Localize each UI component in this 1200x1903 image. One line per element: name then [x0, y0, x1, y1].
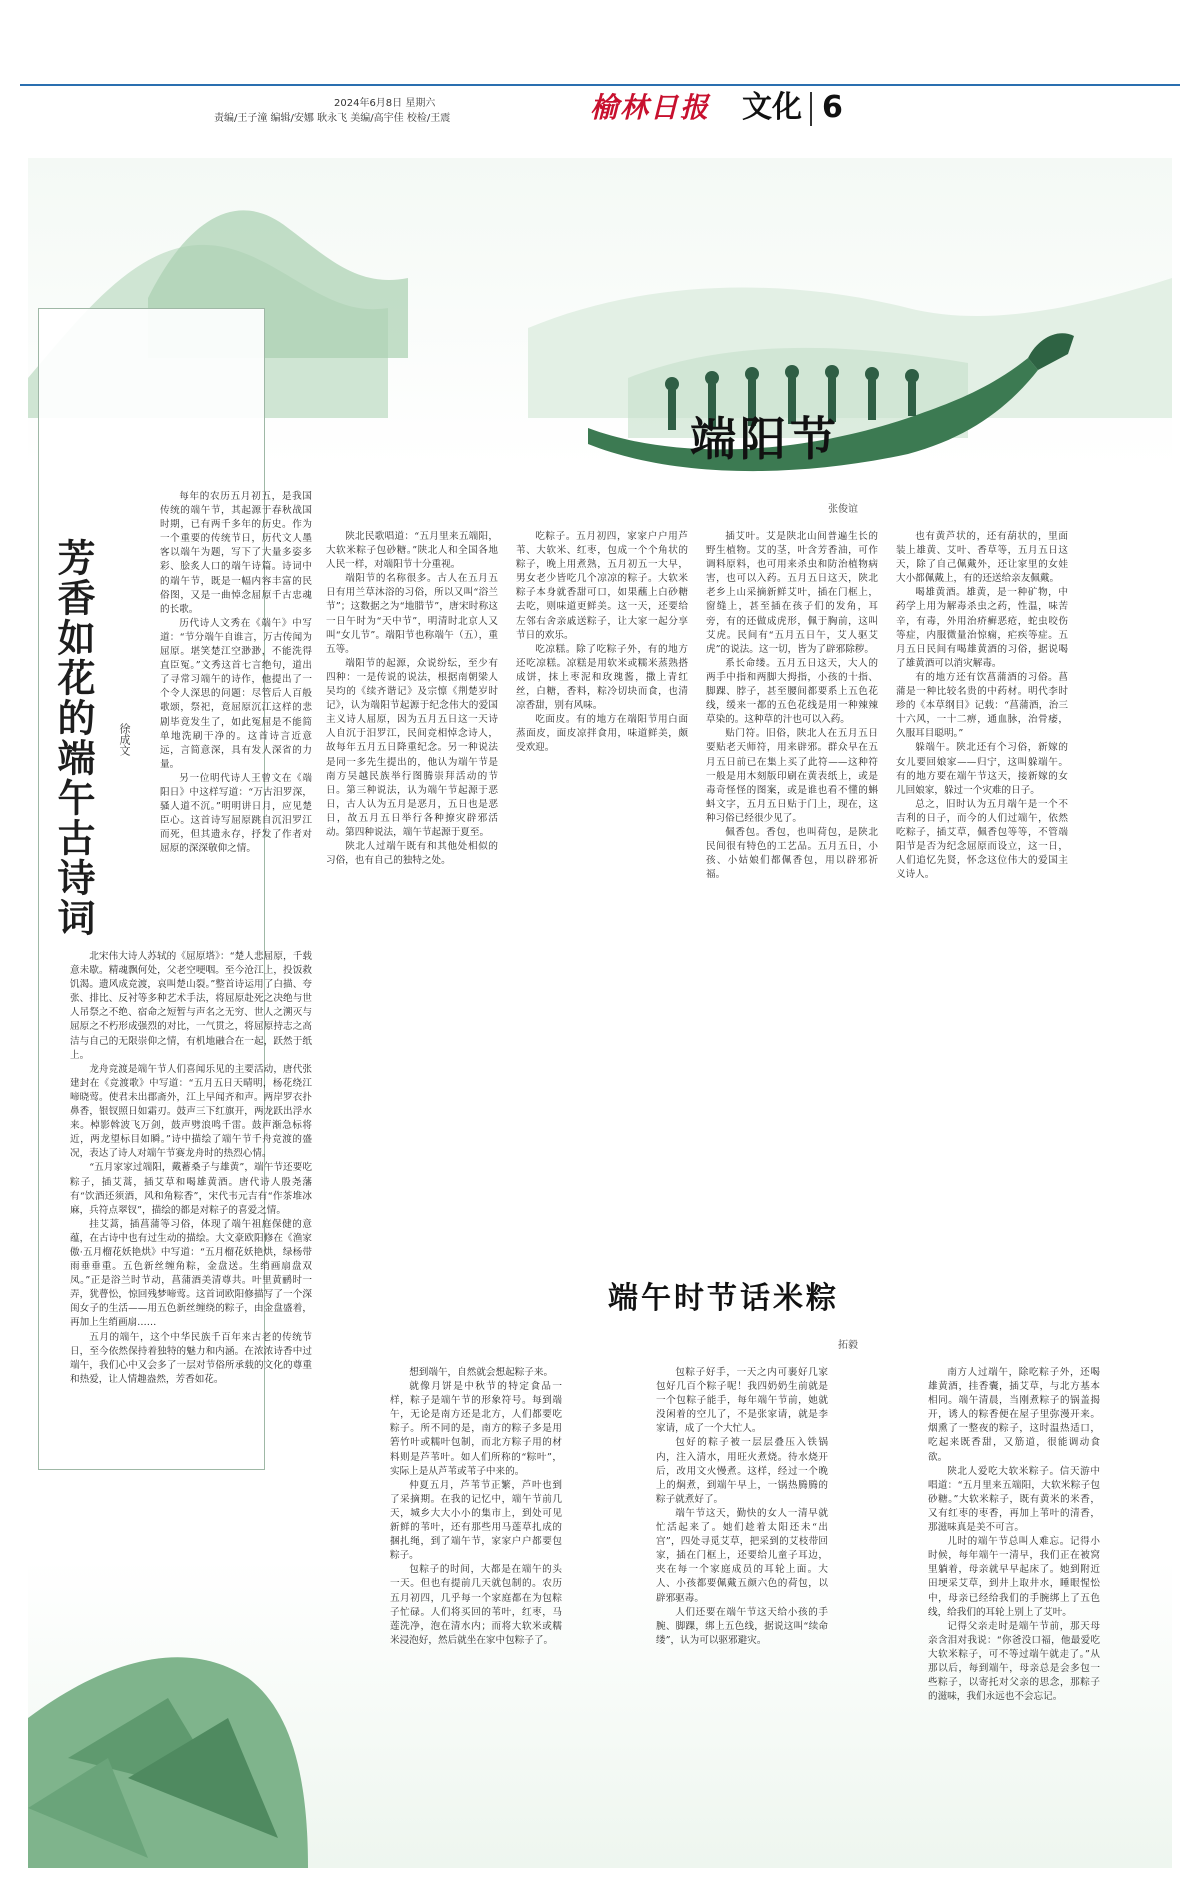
- masthead-rule: [20, 84, 1180, 86]
- article2-title: 端午时节话米粽: [608, 1281, 839, 1316]
- paragraph: 端阳节的名称很多。古人在五月五日有用兰草沐浴的习俗，所以又叫“浴兰节”；这数据之为“地腊节”，唐宋时称这一日午时为“天中节”，明清时北京人又叫“女儿节”。端阳节也称端午（五），重五等。: [326, 573, 498, 655]
- paragraph: 系长命缕。五月五日这天，大人的两手中指和两脚大拇指，小孩的十指、脚踝、脖子，甚至腰间都要系上五色花线，缓来一都的五色花线是用一种辣辣草染的。这种草的汁也可以入药。: [706, 657, 878, 726]
- paragraph: 仲夏五月，芦苇节正繁，芦叶也到了采摘期。在我的记忆中，端午节前几天，城乡大大小小的集市上，到处可见新鲜的苇叶，还有那些用马莲草扎成的捆扎绳，到了端午节，家家户户都要包粽子。: [390, 1479, 562, 1562]
- paragraph: 有的地方还有饮菖蒲酒的习俗。菖蒲是一种比较名贵的中药材。明代李时珍的《本草纲目》记载：“菖蒲酒，治三十六风，一十二痹，通血脉，治骨痿，久服耳目聪明。”: [896, 671, 1068, 740]
- paragraph: 人们还要在端午节这天给小孩的手腕、脚踝，绑上五色线，据说这叫“续命缕”，认为可以驱邪避灾。: [656, 1606, 828, 1646]
- paragraph: 喝雄黄酒。雄黄，是一种矿物，中药学上用为解毒杀虫之药，性温，味苦辛，有毒，外用治疥癣恶疮，蛇虫咬伤等症，内服微量治惊痫，疟疾等症。五月五日民间有喝雄黄酒的习俗，据说喝了雄黄酒可以消灾解毒。: [896, 587, 1068, 669]
- paragraph: “五月家家过端阳，戴蓄桑子与雄黄”，端午节还要吃粽子，插艾蒿，插艾草和喝雄黄酒。唐代诗人殷尧藩有“饮酒还须酒，风和角粽香”，宋代韦元吉有“作茶堆冰麻，兵符点翠钗”，描绘的都是对粽子的喜爱之情。: [70, 1162, 312, 1216]
- paragraph: 插艾叶。艾是陕北山间普遍生长的野生植物。艾的茎，叶含芳香油，可作调料原料，也可用来杀虫和防治植物病害，也可以入药。五月五日这天，陕北老乡上山采摘新鲜艾叶，插在门框上，窗缝上，甚至插在孩子们的发角，耳旁，有的还做成虎形，佩于胸前，这叫艾虎。民间有“五月五日午，艾人驱艾虎”的说法。这一切，皆为了辟邪除秽。: [706, 531, 878, 655]
- paragraph: 南方人过端午，除吃粽子外，还喝雄黄酒，挂香囊，插艾草，与北方基本相同。端午清晨，当刚煮粽子的锅盖揭开，诱人的粽香便在屋子里弥漫开来。烟熏了一整夜的粽子，这时温热适口，吃起来既香甜，又筋道，很能调动食欲。: [928, 1367, 1100, 1463]
- article1-column-3: [706, 530, 878, 1066]
- paragraph: 陕北人过端午既有和其他处相似的习俗，也有自己的独特之处。: [326, 841, 498, 867]
- paragraph: 吃粽子。五月初四，家家户户用芦苇、大软米、红枣，包成一个个角状的粽子，晚上用煮熟，五月初五一大早，男女老少皆吃几个凉凉的粽子。大软米粽子本身就香甜可口，如果蘸上白砂糖去吃，则味道更鲜美。这一天，还要给左邻右舍亲戚送粽子，让大家一起分享节日的欢乐。: [516, 531, 688, 641]
- paragraph: 佩香包。香包，也叫荷包，是陕北民间很有特色的工艺品。五月五日，小孩、小姑娘们都佩香包，用以辟邪祈福。: [706, 826, 878, 881]
- page-number: 6: [822, 90, 843, 125]
- side-article-author: 徐成文: [118, 723, 131, 756]
- newspaper-logo: 榆林日报: [590, 91, 711, 124]
- paragraph: 陕北人爱吃大软米粽子。信天游中唱道：“五月里来五端阳，大软米粽子包砂糖。”大软米粽子，既有黄米的米香，又有红枣的枣香，再加上苇叶的清香，那滋味真是美不可言。: [928, 1465, 1100, 1534]
- issue-date: 2024年6月8日 星期六: [334, 98, 436, 109]
- paragraph: 包好的粽子被一层层叠压入铁锅内，注入清水，用旺火煮烧。待水烧开后，改用文火慢煮。这样，经过一个晚上的焖煮，到端午早上，一锅热腾腾的粽子就煮好了。: [656, 1437, 828, 1505]
- paragraph: 挂艾蒿，插菖蒲等习俗，体现了端午祖庭保健的意蕴，在古诗中也有过生动的描绘。大文豪欧阳修在《渔家傲·五月榴花妖艳烘》中写道：“五月榴花妖艳烘，绿杨带雨垂垂重。五色新丝缠角粽，金盘送。生绡画扇盘双凤。”正是浴兰时节动，菖蒲酒美清尊共。叶里黄鹂时一弄，犹瞢忪，惊回残梦啼莺。这首词欧阳修描写了一个深闺女子的生活——用五色新丝缠绕的粽子，由金盘盛着，再加上生绡画扇……: [70, 1218, 312, 1329]
- paragraph: 就像月饼是中秋节的特定食品一样，粽子是端午节的形象符号。每到端午，无论是南方还是北方，人们都要吃粽子。所不同的是，南方的粽子多是用箬竹叶或糯叶包制，而北方粽子用的材料则是芦苇叶。如人们所称的“粽叶”，实际上是从芦苇或苇子中来的。: [390, 1381, 562, 1477]
- article1-title: 端阳节: [690, 412, 840, 466]
- article1-column-1: [326, 530, 498, 1066]
- article2-column-1: [390, 1366, 562, 1868]
- page-content: [28, 158, 1172, 1868]
- paragraph: 每年的农历五月初五，是我国传统的端午节，其起源于春秋战国时期，已有两千多年的历史。作为一个重要的传统节日，历代文人墨客以端午为题，写下了大量多姿多彩、脍炙人口的端午诗篇。诗词中的端午节，既是一幅内容丰富的民俗图，又是一曲悼念屈原千古忠魂的长歌。: [160, 491, 312, 615]
- paragraph: 另一位明代诗人王曾文在《端阳日》中这样写道：“万古汨罗深，骚人道不沉。”明明讲日月，应见楚臣心。这首诗写屈原跳自沉汨罗江而死，但其遗永存，抒发了作者对屈原的深深敬仰之情。: [160, 772, 312, 855]
- paragraph: 儿时的端午节总叫人难忘。记得小时候，每年端午一清早，我们正在被窝里躺着，母亲就早早起床了。她到附近田埂采艾草，到井上取井水，睡眼惺忪中，母亲已经给我们的手腕绑上了五色线，给我们的耳轮上别上了艾叶。: [928, 1536, 1100, 1618]
- paragraph: 端阳节的起源，众说纷纭，至少有四种：一是传说的说法，根据南朝梁人吴均的《续齐谐记》及宗懔《荆楚岁时记》，认为端阳节起源于纪念伟大的爱国主义诗人屈原，因为五月五日这一天诗人自沉于汨罗江，民间竞相悼念诗人，故每年五月五日降重纪念。另一种说法是同一多先生提出的，他认为端午节是南方吴越民族举行图腾崇拜活动的节日。第三种说法，认为端午节起源于恶日，古人认为五月是恶月，五日也是恶日，故五月五日举行各种撩灾辟邪活动。第四种说法，端午节起源于夏至。: [326, 657, 498, 838]
- article1-column-4: [896, 530, 1068, 1066]
- section-title: 文化: [742, 90, 802, 125]
- paragraph: 躲端午。陕北还有个习俗，新嫁的女儿要回娘家——归宁，这叫躲端午。有的地方要在端午节这天，接新嫁的女儿回娘家，躲过一个灾难的日子。: [896, 742, 1068, 796]
- paragraph: 历代诗人文秀在《端午》中写道：“节分端午自谁言，万古传闻为屈原。堪笑楚江空渺渺，不能洗得直臣冤。”文秀这首七言绝句，道出了寻常习端午的诗作，他提出了一个令人深思的问题：尽管后人百般歌颂，祭祀，竟屈原沉江这样的悲剧毕竟发生了，如此冤屈是不能简单地洗刷干净的。这首诗言近意远，言简意深，具有发人深省的力量。: [160, 617, 312, 770]
- editor-credits: 责编/王子潼 编辑/安娜 耿永飞 美编/高宇佳 校检/王震: [214, 113, 451, 124]
- paragraph: 贴门符。旧俗，陕北人在五月五日要贴老天师符，用来辟邪。群众早在五月五日前已在集上买了此符——这种符一般是用木刻版印刷在黄表纸上，或是毒奇怪怪的图案，或是谁也看不懂的蝌蚪文字，五月五日贴于门上，现在，这种习俗已经很少见了。: [706, 728, 878, 824]
- article2-column-2: [656, 1366, 828, 1868]
- article2-column-3: [928, 1366, 1100, 1868]
- paragraph: 总之，旧时认为五月端午是一个不吉利的日子，而今的人们过端午，依然吃粽子，插艾草，佩香包等等，不管端阳节是否为纪念屈原而设立，这一日，人们追忆先贤，怀念这位伟大的爱国主义诗人。: [896, 798, 1068, 881]
- paragraph: 端午节这天，勤快的女人一清早就忙活起来了。她们趁着太阳还未“出宫”，四处寻觅艾草，把采到的艾枝带回家，插在门框上，还要给儿童子耳边，夹在每一个家庭成员的耳轮上面。大人、小孩都要佩戴五颜六色的荷包，以辟邪驱毒。: [656, 1507, 828, 1604]
- paragraph: 想到端午，自然就会想起粽子来。: [409, 1367, 554, 1378]
- paragraph: 陕北民歌唱道：“五月里来五端阳，大软米粽子包砂糖。”陕北人和全国各地人民一样，对端阳节十分重视。: [326, 531, 498, 571]
- paragraph: 记得父亲走时是端午节前，那天母亲含泪对我说：“你爸没口福，他最爱吃大软米粽子，可不等过端午就走了。”从那以后，每到端午，母亲总是会多包一些粽子，以寄托对父亲的思念，那粽子的滋味，我们永远也不会忘记。: [928, 1620, 1100, 1703]
- paragraph: 五月的端午，这个中华民族千百年来古老的传统节日，至今依然保持着独特的魅力和内涵。在浓浓诗香中过端午，我们心中又会多了一层对节俗所承载的文化的尊重和热爱，让人情趣盎然，芳香如花。: [70, 1331, 312, 1385]
- paragraph: 包粽子好手，一天之内可裹好几家包好几百个粽子呢！我四奶奶生前就是一个包粽子能手，每年端午节前，她就没闲着的空儿了，不是张家请，就是李家请，成了一个大忙人。: [656, 1367, 828, 1435]
- side-article-body-top: [160, 490, 312, 945]
- paragraph: 包粽子的时间，大都是在端午的头一天。但也有提前几天就包制的。农历五月初四，几乎每一个家庭都在为包粽子忙碌。人们将买回的苇叶，红枣，马莲洗净，泡在清水内；而将大软米或糯米浸泡好，然后就坐在家中包粽子了。: [390, 1564, 562, 1646]
- paragraph: 龙舟竞渡是端午节人们喜闻乐见的主要活动，唐代张建封在《竞渡歌》中写道：“五月五日天晴明，杨花绕江啼晓莺。使君未出郡斋外，江上早闻齐和声。两岸罗衣扑鼻香，银钗照日如霜刃。鼓声三下红旗开，两龙跃出浮水来。棹影斡波飞万剑，鼓声劈浪鸣千雷。鼓声渐急标将近，两龙望标目如瞬。”诗中描绘了端午节千舟竞渡的盛况，表达了诗人对端午节赛龙舟时的热烈心情。: [70, 1063, 312, 1160]
- paragraph: 也有黄芦状的，还有葫状的，里面装上雄黄、艾叶、香草等，五月五日这天，除了自己佩戴外，还让家里的女娃大小都佩戴上，有的还送给亲友佩戴。: [896, 531, 1068, 585]
- masthead-meta: [214, 96, 584, 126]
- article1-author: 张俊谊: [828, 504, 858, 515]
- paragraph: 吃凉糕。除了吃粽子外，有的地方还吃凉糕。凉糕是用软米或糯米蒸熟搭成饼，抹上枣泥和玫瑰酱，撒上青红丝，白糖，香料，粽冷切块而食，也清凉香甜，别有风味。: [516, 643, 688, 712]
- paragraph: 北宋伟大诗人苏轼的《屈原塔》：“楚人悲屈原，千载意未歇。精魂飘何处，父老空哽咽。至今沧江上，投饭救饥渴。遗风成竞渡，哀叫楚山裂。”整首诗运用了白描、夸张、排比、反衬等多种艺术手法，将屈原赴死之决绝与世人吊祭之不绝、宿命之短暂与声名之无穷、世人之溯灭与屈原之不朽形成强烈的对比，一气贯之，将屈原持志之高洁与自己的无限崇仰之情，有机地融合在一起，跃然于纸上。: [70, 951, 312, 1061]
- article1-column-2: [516, 530, 688, 1066]
- article2-author: 拓毅: [838, 1340, 858, 1351]
- side-article-body-bottom: [70, 950, 312, 1830]
- side-article-title: 芳香如花的端午古诗词: [51, 538, 95, 938]
- masthead-divider: [810, 92, 812, 126]
- paragraph: 吃面皮。有的地方在端阳节用白面蒸面皮，面皮凉拌食用，味道鲜美，颇受欢迎。: [516, 714, 688, 754]
